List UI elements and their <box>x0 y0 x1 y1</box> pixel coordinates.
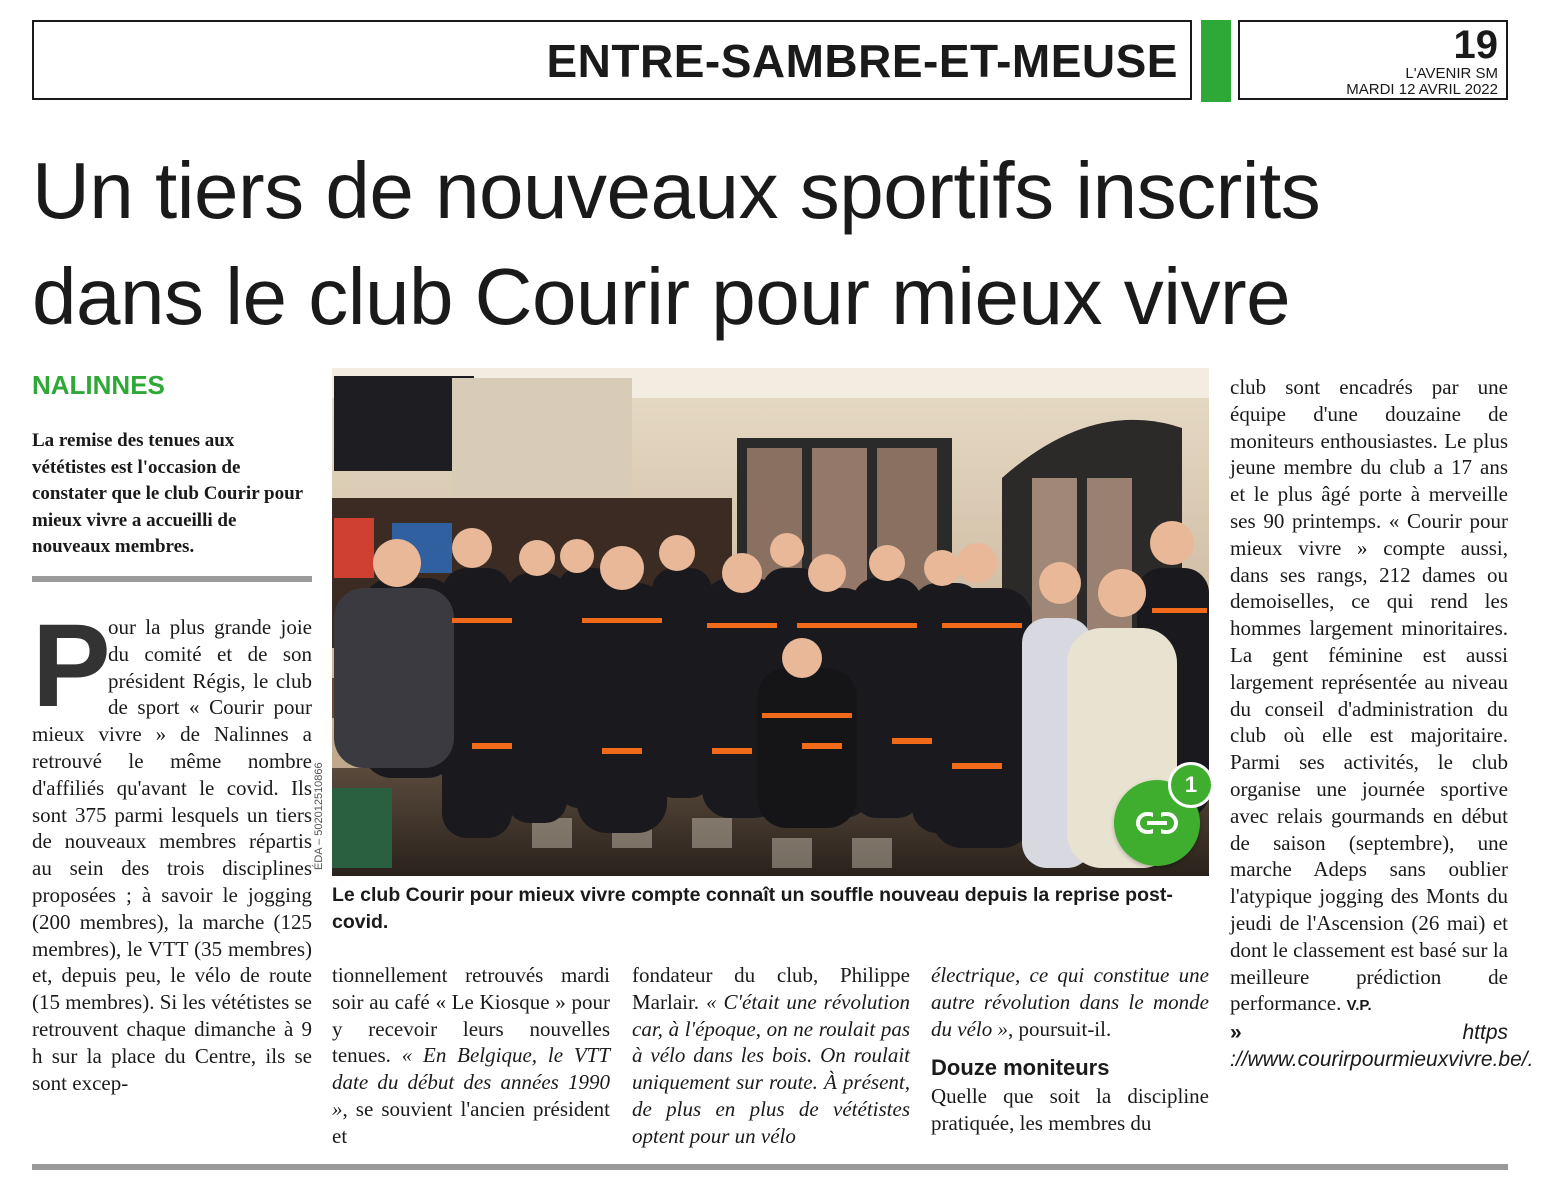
headline <box>32 138 1472 350</box>
column-3-quote: « C'était une révolution car, à l'époque, on ne roulait pas à vélo dans les bois. On roulait uniquement sur route. À présent, de plus en plus de vététistes optent pour un vélo <box>632 989 910 1148</box>
column-5-text: club sont encadrés par une équipe d'une douzaine de moniteurs enthousiastes. Le plus jeune membre du club a 17 ans et le plus âgé porte à merveille ses 90 printemps. « Courir pour mieux vivre » compte aussi, dans ses rangs, 212 dames ou demoiselles, ce qui rend les hommes largement minoritaires. La gent féminine est aussi largement représentée au niveau du conseil d'administration du club où elle est majoritaire. Parmi ses activités, le club organise une journée sportive avec relais gourmands en début de saison (septembre), une marche Adeps sans oublier l'atypique jogging des Monts du jeudi de l'Ascension (26 mai) et dont le classement est basé sur la meilleure prédiction de performance. <box>1230 375 1508 1016</box>
chevron-right-icon: » <box>1230 1021 1242 1045</box>
bottom-divider <box>32 1164 1508 1170</box>
page-number: 19 <box>1453 23 1498 67</box>
section-title: ENTRE-SAMBRE-ET-MEUSE <box>546 35 1178 87</box>
article-column-4 <box>931 962 1209 1137</box>
photo-caption: Le club Courir pour mieux vivre compte connaît un souffle nouveau depuis la reprise post-covid. <box>332 884 1173 933</box>
column-2-quote: « En Belgique, le VTT date du début des années 1990 » <box>332 1043 611 1121</box>
issue-date: MARDI 12 AVRIL 2022 <box>1346 81 1498 98</box>
link-count-badge: 1 <box>1168 762 1214 808</box>
drop-cap: P <box>32 600 111 732</box>
author-signature: V.P. <box>1346 997 1372 1015</box>
divider <box>32 576 312 582</box>
column-3-text: fondateur du club, Philippe Marlair. <box>632 963 910 1014</box>
headline-line-1: Un tiers de nouveaux sportifs inscrits <box>32 146 1321 235</box>
column-4-text-a: , poursuit-il. <box>1007 1016 1112 1041</box>
section-header <box>32 20 1192 100</box>
article-column-2 <box>332 962 610 1150</box>
location-kicker: NALINNES <box>32 370 165 400</box>
lead-paragraph: La remise des tenues aux vététistes est l'occasion de constater que le club Courir pour mieux vivre a accueilli de nouveaux membres. <box>32 430 303 557</box>
subheading: Douze moniteurs <box>931 1055 1110 1081</box>
article-column-5 <box>1230 374 1534 1074</box>
website-link[interactable] <box>1230 1020 1534 1074</box>
paper-name: L'AVENIR SM <box>1405 65 1498 82</box>
photo-credit: ÉDA – 502012510866 <box>313 762 325 870</box>
column-4-text-b: Quelle que soit la discipline pratiquée, les membres du <box>931 1084 1209 1136</box>
website-link-text[interactable]: https ://www.courirpourmieuxvivre.be/. <box>1230 1021 1534 1071</box>
column-1-text: our la plus grande joie du comité et de son président Régis, le club de sport « Courir pour mieux vivre » de Nalinnes a retrouvé le même nombre d'affiliés qu'avant le covid. Ils sont 375 parmi lesquels un tiers de nouveaux membres répartis au sein des trois disciplines proposées ; à savoir le jogging (200 membres), la marche (125 membres), le VTT (35 membres) et, depuis peu, le vélo de route (15 membres). Si les vététistes se retrouvent chaque dimanche à 9 h sur la place du Centre, ils se sont excep- <box>32 615 312 1095</box>
article-column-1 <box>32 600 312 1096</box>
column-2-text-b: , se souvient l'ancien président et <box>332 1096 610 1148</box>
headline-line-2: dans le club Courir pour mieux vivre <box>32 252 1291 341</box>
accent-bar <box>1201 20 1231 102</box>
column-2-text-a: tionnellement retrouvés mardi soir au café « Le Kiosque » pour y recevoir leurs nouvelles tenues. <box>332 963 610 1068</box>
link-icon <box>1135 809 1179 837</box>
group-photo <box>332 368 1209 876</box>
edition-box <box>1238 20 1508 100</box>
photo-illustration <box>332 368 1209 876</box>
column-4-quote: électrique, ce qui constitue une autre révolution dans le monde du vélo » <box>931 963 1209 1041</box>
article-column-3 <box>632 962 910 1150</box>
